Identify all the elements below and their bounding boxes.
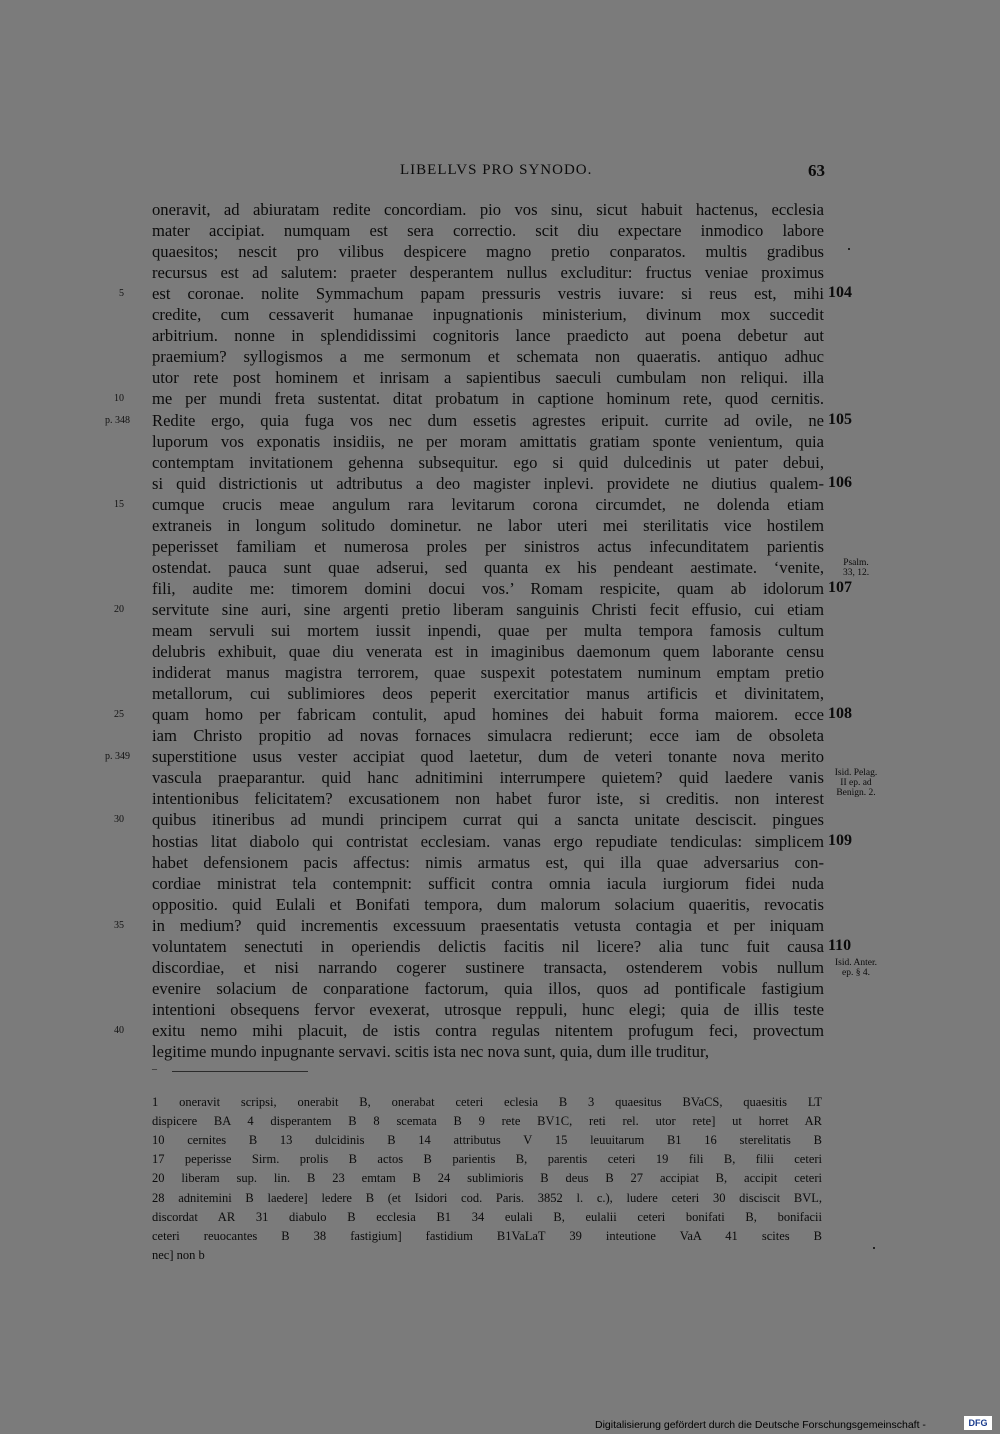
text-line: habet defensionem pacis affectus: nimis armatus est, qui illa quae adversarius con-: [152, 852, 824, 872]
text-line: metallorum, cui sublimiores deos peperit exercitatior manus artificis et divinitatem,: [152, 684, 824, 704]
apparatus-line: dispicere BA 4 disperantem B 8 scemata B 9 rete BV1C, reti rel. utor rete] ut horret AR: [152, 1114, 822, 1129]
text-line: ostendat. pauca sunt quae adserui, sed quanta ex his pendeant aestimate. ‘venite,: [152, 557, 824, 577]
source-reference: [828, 958, 884, 978]
line-number: 30: [114, 814, 124, 826]
apparatus-line: ceteri reuocantes B 38 fastigium] fastidium B1VaLaT 39 inteutione VaA 41 scites B: [152, 1228, 822, 1243]
text-line: indiderat manus magistra terrorem, quae suspexit potestatem numinum emptam pretio: [152, 663, 824, 683]
source-reference: [828, 558, 884, 578]
text-line: in medium? quid incrementis excessuum praesentatis vetusta contagia et per iniquam: [152, 915, 824, 935]
text-line: peperisset familiam et numerosa proles per sinistros actus infecunditatem parientis: [152, 536, 824, 556]
text-line: oneravit, ad abiuratam redite concordiam. pio vos sinu, sicut habuit hactenus, ecclesia: [152, 200, 824, 219]
text-line: extraneis in longum solitudo dominetur. ne labor uteri mei sterilitatis vice hostilem: [152, 515, 824, 535]
text-line: recursus est ad salutem: praeter desperantem nullus excluditur: fructus veniae proximus: [152, 263, 824, 283]
section-number: 109: [828, 831, 852, 849]
text-line: mater accipiat. numquam est sera correctio. scit diu expectare inmodico labore: [152, 221, 824, 241]
page-header: [0, 162, 1000, 184]
text-line: oppositio. quid Eulali et Bonifati tempora, dum malorum solacium quaeritis, revocatis: [152, 894, 824, 914]
section-number: 110: [828, 936, 852, 954]
page-number: 63: [808, 161, 825, 180]
text-line: me per mundi freta sustentat. ditat probatum in captione hominum rete, quod cernitis.: [152, 389, 824, 409]
text-line: si quid districtionis ut adtributus a deo magister inplevi. providete ne diutius qualem-: [152, 473, 824, 493]
apparatus-line: nec] non b: [152, 1247, 205, 1262]
text-line: meam servuli sui mortem iussit inpendi, quae per multa tempora famosis cultum: [152, 621, 824, 640]
text-line: credite, cum cessaverit humanae inpugnationis ministerium, divinum mox succedit: [152, 305, 824, 325]
text-line: legitime mundo inpugnante servavi. scitis ista nec nova sunt, quia, dum ille truditur,: [152, 1042, 709, 1061]
text-line: discordiae, et nisi narrando cogerer sustinere transacta, ostenderem vobis nullum: [152, 957, 824, 977]
source-reference-line: Isid. Anter.: [835, 957, 877, 968]
dfg-logo: DFG: [964, 1416, 992, 1430]
apparatus-line: discordat AR 31 diabulo B ecclesia B1 34 eulali B, eulalii ceteri bonifati B, bonifacii: [152, 1209, 822, 1224]
section-number: 105: [828, 410, 852, 428]
text-line: contemptam invitationem gehenna subsequitur. ego si quid dulcedinis ut pater debui,: [152, 452, 824, 472]
separator-mark: –: [152, 1064, 157, 1075]
text-line: fili, audite me: timorem domini docui vos.’ Romam respicite, quam ab idolorum: [152, 578, 824, 598]
text-line: quaesitos; nescit pro vilibus despicere magno pretio conparatos. multis gradibus: [152, 242, 824, 262]
line-number: 40: [114, 1024, 124, 1036]
apparatus-line: 10 cernites B 13 dulcidinis B 14 attributus V 15 leuuitarum B1 16 sterelitatis B: [152, 1133, 822, 1148]
text-line: servitute sine auri, sine argenti pretio liberam sanguinis Christi fecit effusio, cui etiam: [152, 599, 824, 619]
source-reference-line: II ep. ad: [840, 778, 872, 789]
section-number: 107: [828, 578, 852, 596]
text-line: luporum vos exponatis insidiis, ne per moram amittatis gratiam sponte venientum, quia: [152, 431, 824, 451]
text-line: hostias litat diabolo qui contristat ecclesiam. vanas ergo repudiate tendiculas: simplicem: [152, 831, 824, 851]
running-title: LIBELLVS PRO SYNODO.: [400, 162, 593, 178]
apparatus-line: 17 peperisse Sirm. prolis B actos B parientis B, parentis ceteri 19 fili B, filii ceteri: [152, 1152, 822, 1167]
text-line: iam Christo propitio ad novas fornaces simulacra redierunt; ecce iam de obsoleta: [152, 726, 824, 746]
speck: [848, 248, 850, 250]
text-line: voluntatem senectuti in operiendis delictis facitis nil licere? alia tunc fuit causa: [152, 936, 824, 956]
apparatus-line: 20 liberam sup. lin. B 23 emtam B 24 sublimioris B deus B 27 accipiat B, accipit ceteri: [152, 1171, 822, 1186]
apparatus-line: 28 adnitemini B laedere] ledere B (et Isidori cod. Paris. 3852 l. c.), ludere ceteri 30 disciscit BVL,: [152, 1190, 822, 1205]
text-line: delubris exhibuit, quae diu venerata est in imaginibus daemonum quem laborante censu: [152, 642, 824, 662]
source-reference-line: 33, 12.: [842, 567, 870, 578]
source-reference: [828, 768, 884, 798]
line-number: 25: [114, 709, 124, 721]
line-number: 20: [114, 603, 124, 615]
text-line: utor rete post hominem et inrisam a sapientibus saeculi cumbulam non reliqui. illa: [152, 368, 824, 388]
section-number: 106: [828, 473, 852, 491]
line-number: 10: [114, 393, 124, 405]
page-reference: p. 349: [105, 751, 130, 763]
text-line: vascula praeparantur. quid hanc adnitimini interrumpere quietem? quid laedere vanis: [152, 768, 824, 788]
text-line: quibus itineribus ad mundi principem currat qui a sancta unitate desciscit. pingues: [152, 810, 824, 830]
section-number: 104: [828, 284, 852, 302]
page-reference: p. 348: [105, 414, 130, 426]
text-line: Redite ergo, quia fuga vos nec dum essetis agrestes eripuit. currite ad ovile, ne: [152, 410, 824, 430]
text-line: exitu nemo mihi placuit, de istis contra regulas nitentem profugum feci, provectum: [152, 1020, 824, 1040]
text-line: intentioni obsequens fervor evexerat, utrosque reppuli, hunc elegi; quia de illis teste: [152, 999, 824, 1019]
text-line: cumque crucis meae angulum rara levitarum corona circumdet, ne dolenda etiam: [152, 494, 824, 514]
text-line: evenire solacium de conparatione factorum, quia illos, quos ad pontificale fastigium: [152, 978, 824, 998]
line-number: 5: [119, 288, 124, 300]
source-reference-line: Benign. 2.: [836, 788, 876, 799]
section-number: 108: [828, 705, 852, 723]
text-line: intentionibus felicitatem? excusationem non habet furor iste, si creditis. non interest: [152, 789, 824, 809]
apparatus-line: 1 oneravit scripsi, onerabit B, onerabat ceteri eclesia B 3 quaesitus BVaCS, quaesitis LT: [152, 1095, 822, 1109]
text-line: est coronae. nolite Symmachum papam pressuris vestris iuvare: si reus est, mihi: [152, 284, 824, 304]
source-reference-line: Isid. Pelag.: [834, 768, 878, 779]
source-reference-line: ep. § 4.: [842, 967, 870, 978]
footnote-separator: [172, 1071, 308, 1072]
text-line: arbitrium. nonne in splendidissimi cognitoris lance praedicto aut poena debetur aut: [152, 326, 824, 346]
line-number: 15: [114, 498, 124, 510]
source-reference-line: Psalm.: [843, 557, 869, 568]
footer-credit: Digitalisierung gefördert durch die Deutsche Forschungsgemeinschaft -: [595, 1419, 926, 1431]
text-line: superstitione usus vester accipiat quod laetetur, dum de veteri tonante nova merito: [152, 747, 824, 767]
line-number: 35: [114, 919, 124, 931]
text-line: praemium? syllogismos a me sermonum et schemata non quaeratis. antiquo adhuc: [152, 347, 824, 367]
text-line: quam homo per fabricam contulit, apud homines dei habuit forma maiorem. ecce: [152, 705, 824, 725]
text-line: cordiae ministrat tela contempnit: sufficit contra omnia iacula iurgiorum fidei nuda: [152, 873, 824, 893]
speck: [873, 1247, 875, 1249]
